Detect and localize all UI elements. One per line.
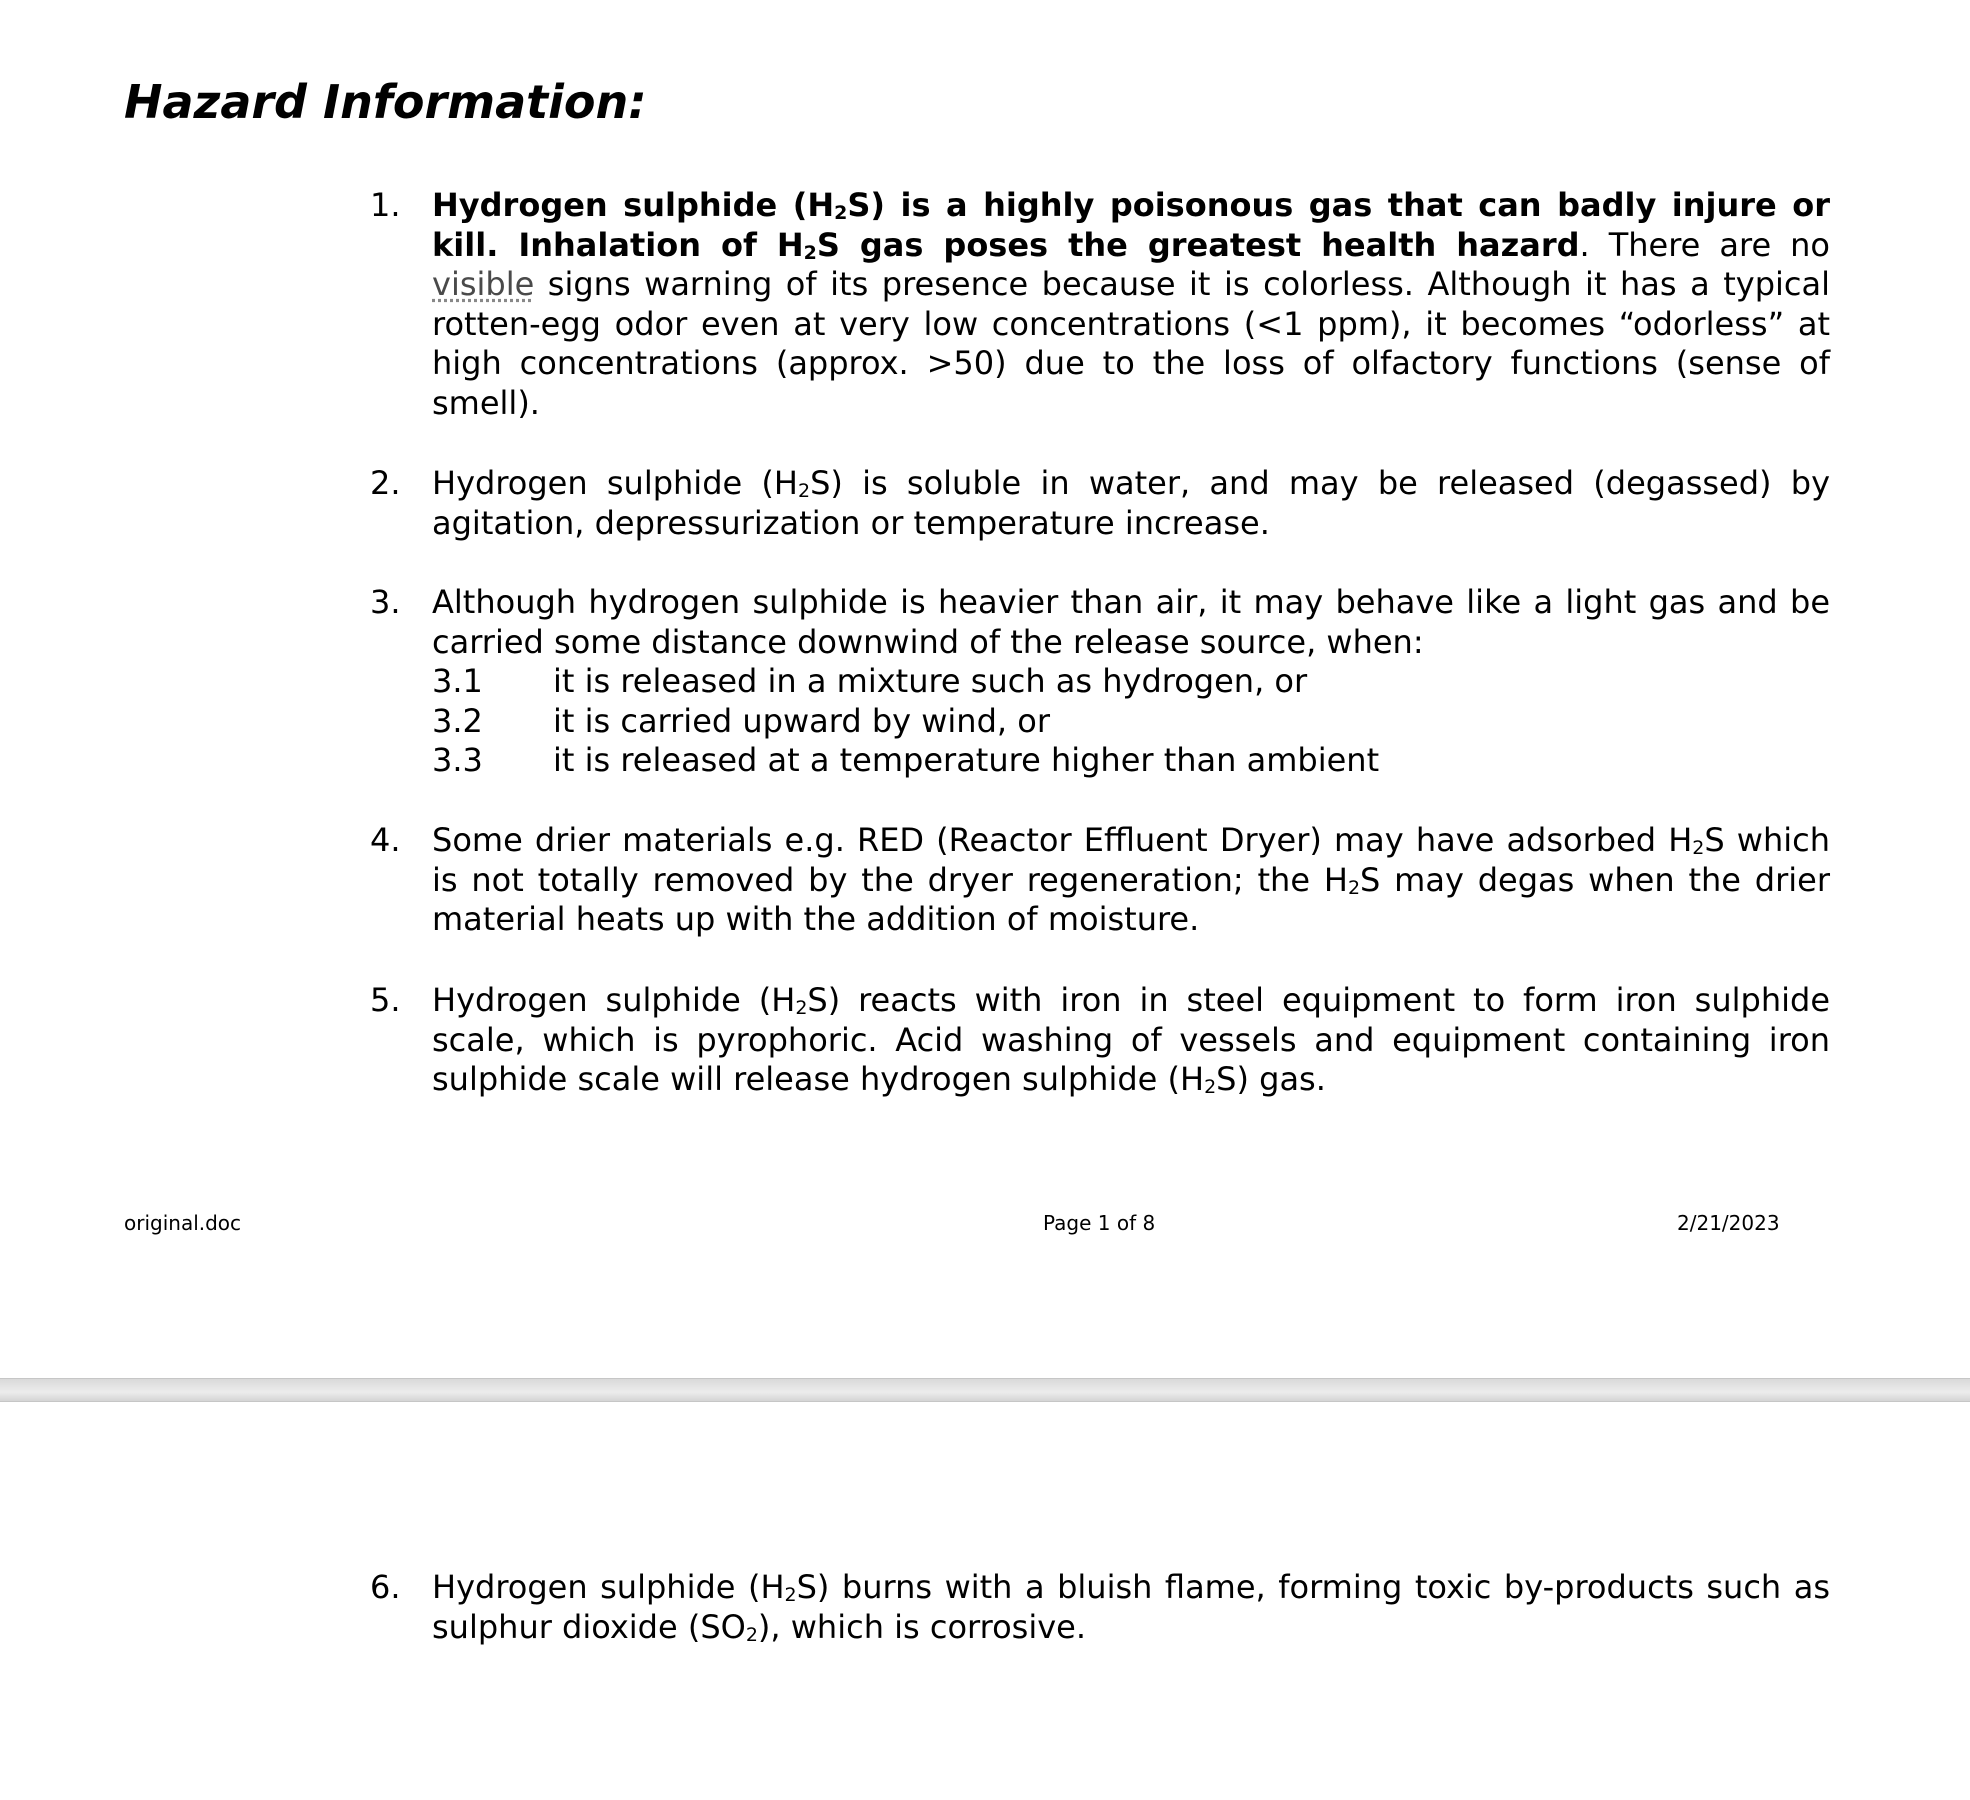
document-page-2 [0, 1402, 1970, 1800]
list-item-text: Hydrogen sulphide $(H_2S)$ is soluble in water, and may be released (degassed) by agitation, depressurization or temperature increase. [432, 464, 1830, 542]
list-item-1 [370, 186, 1830, 424]
sub-list-item-number: 3.3 [432, 741, 483, 780]
list-item-number: 2. [370, 464, 401, 502]
bold-hazard-statement: Hydrogen sulphide $(H_2S)$ is a highly poisonous gas that can badly injure or kill. Inhalation of $H_2S$ gas poses the greatest health hazard [432, 186, 1830, 264]
list-item-text: Some drier materials e.g. RED (Reactor Effluent Dryer) may have adsorbed $H_2S$ which is not totally removed by the dryer regeneration; the $H_2S$ may degas when the drier material heats up with the addition of moisture. [432, 821, 1831, 939]
sub-list-item-text: it is released in a mixture such as hydrogen, or [553, 662, 1308, 701]
sub-list-item [432, 662, 1830, 702]
list-item-number: 4. [370, 821, 401, 859]
list-item-text: Hydrogen sulphide $(H_2S)$ reacts with iron in steel equipment to form iron sulphide scale, which is pyrophoric. Acid washing of vessels and equipment containing iron sulphide scale will release hydrogen sulphide $(H_2S)$ gas. [432, 981, 1831, 1099]
sub-list-item [432, 702, 1830, 742]
list-item-3 [370, 583, 1830, 781]
list-item-text: Hydrogen sulphide $(H_2S)$ is a highly poisonous gas that can badly injure or kill. Inhalation of $H_2S$ gas poses the greatest health hazard. There are no visible signs warning of its presence because it is colorless. Although it has a typical rotten-egg odor even at very low concentrations (<1 ppm), it becomes “odorless” at high concentrations (approx. >50) due to the loss of olfactory functions (sense of smell). [432, 186, 1831, 422]
footer-date: 2/21/2023 [1677, 1211, 1780, 1235]
list-item-number: 1. [370, 186, 401, 224]
list-item-4 [370, 821, 1830, 940]
footer-filename: original.doc [124, 1211, 242, 1235]
list-item-number: 6. [370, 1568, 401, 1606]
page-separator [0, 1378, 1970, 1402]
sub-list-item-number: 3.2 [432, 701, 483, 740]
list-item-number: 3. [370, 583, 401, 621]
list-item-6 [370, 1568, 1830, 1647]
list-item-text: Although hydrogen sulphide is heavier than air, it may behave like a light gas and be carried some distance downwind of the release source, when: [432, 583, 1830, 661]
list-item-5 [370, 981, 1830, 1100]
sub-list [432, 662, 1830, 781]
footer-page-number: Page 1 of 8 [1043, 1211, 1156, 1235]
spellcheck-flagged-word[interactable]: visible [432, 265, 535, 304]
sub-list-item [432, 741, 1830, 781]
sub-list-item-text: it is carried upward by wind, or [553, 701, 1050, 740]
page-title: Hazard Information: [124, 75, 647, 129]
sub-list-item-number: 3.1 [432, 662, 483, 701]
list-item-2 [370, 464, 1830, 543]
sub-list-item-text: it is released at a temperature higher than ambient [553, 741, 1380, 780]
list-item-number: 5. [370, 981, 401, 1019]
list-item-text: Hydrogen sulphide $(H_2S)$ burns with a bluish flame, forming toxic by-products such as sulphur dioxide $(SO_2)$, which is corrosive. [432, 1568, 1830, 1646]
